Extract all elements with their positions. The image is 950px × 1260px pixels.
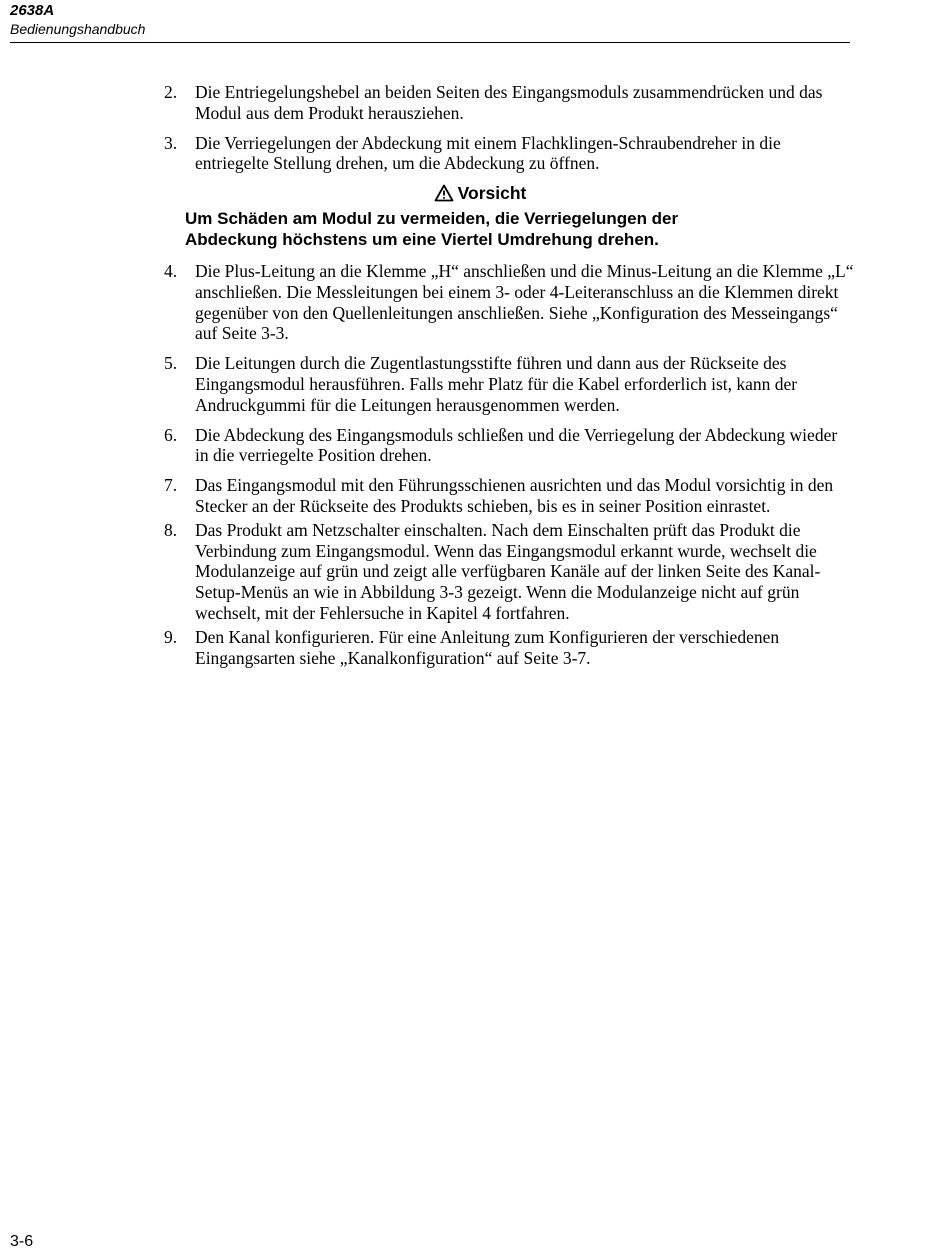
caution-text: Um Schäden am Modul zu vermeiden, die Verriegelungen der Abdeckung höchstens um eine Viertel Umdrehung drehen. [185,209,679,249]
step-number: 8. [164,519,178,540]
step-text: Die Plus-Leitung an die Klemme „H“ anschließen und die Minus-Leitung an die Klemme „L“ anschließen. Die Messleitungen bei einem 3- oder 4-Leiteranschluss an die Klemmen direkt gegenüber von den Quellenleitungen anschließen. Siehe „Konfiguration des Messeingangs“ auf Seite 3-3. [195,261,854,344]
step-number: 5. [164,353,178,374]
caution-box [185,182,745,250]
step-list-after-caution [164,261,854,677]
step-number: 3. [164,132,178,153]
step-text: Den Kanal konfigurieren. Für eine Anleitung zum Konfigurieren der verschiedenen Eingangsarten siehe „Kanalkonfiguration“ auf Seite 3-7. [195,626,780,668]
step-number: 4. [164,261,178,281]
step-number: 7. [164,475,178,496]
list-item [164,82,854,124]
warning-triangle-icon [434,184,454,202]
list-item [164,425,854,467]
list-item [164,353,854,415]
step-number: 6. [164,424,178,445]
list-item [164,520,854,624]
step-text: Das Eingangsmodul mit den Führungsschienen ausrichten und das Modul vorsichtig in den Stecker an der Rückseite des Produkts schieben, bis es in seiner Position einrastet. [195,475,834,516]
page-number: 3-6 [10,1233,34,1250]
step-text: Die Abdeckung des Eingangsmoduls schließen und die Verriegelung der Abdeckung wieder in die verriegelte Position drehen. [195,424,838,466]
caution-heading [185,182,745,204]
page-header [10,2,850,38]
step-text: Das Produkt am Netzschalter einschalten. Nach dem Einschalten prüft das Produkt die Verbindung zum Eingangsmodul. Wenn das Eingangsmodul erkannt wurde, wechselt die Modulanzeige auf grün und zeigt alle verfügbaren Kanäle auf der linken Seite des Kanal-Setup-Menüs an wie in Abbildung 3-3 gezeigt. Wenn die Modulanzeige nicht auf grün wechselt, mit der Fehlersuche in Kapitel 4 fortfahren. [195,519,821,623]
caution-title: Vorsicht [457,183,527,203]
step-text: Die Leitungen durch die Zugentlastungsstifte führen und dann aus der Rückseite des Eingangsmodul herausführen. Falls mehr Platz für die Kabel erforderlich ist, kann der Andruckgummi für die Leitungen herausgenommen werden. [195,353,798,415]
manual-title: Bedienungshandbuch [10,21,146,37]
list-item [164,627,854,669]
list-item [164,261,854,344]
header-divider [10,42,850,43]
list-item [164,475,854,517]
step-text: Die Verriegelungen der Abdeckung mit einem Flachklingen-Schraubendreher in die entriegelte Stellung drehen, um die Abdeckung zu öffnen. [195,132,781,174]
product-model: 2638A [10,2,55,19]
step-text: Die Entriegelungshebel an beiden Seiten des Eingangsmoduls zusammendrücken und das Modul aus dem Produkt herausziehen. [195,82,823,123]
step-list-before-caution [164,82,854,183]
list-item [164,133,854,175]
step-number: 9. [164,626,178,647]
step-number: 2. [164,82,178,102]
